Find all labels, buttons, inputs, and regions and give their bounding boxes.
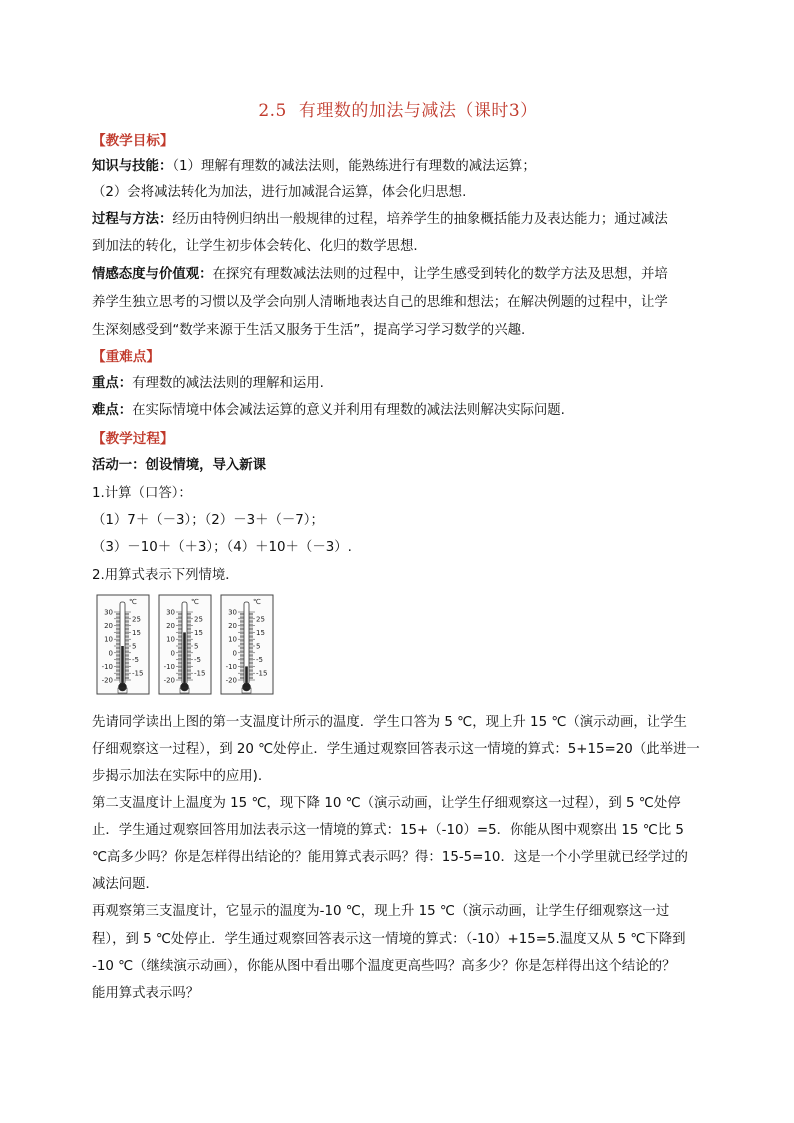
tick-label-right: 25 xyxy=(132,615,141,624)
tick-label-right: 15 xyxy=(132,628,141,637)
tick-label-right: 25 xyxy=(256,615,265,624)
paragraph-3-line-4: 能用算式表示吗？ xyxy=(92,986,200,1001)
question-1: 1.计算（口答）： xyxy=(92,486,192,501)
tick-label-left: 30 xyxy=(104,608,113,617)
key-point xyxy=(92,373,324,395)
thermometer-3 xyxy=(221,595,273,694)
page-title xyxy=(92,96,704,121)
section-key-heading: 【重难点】 xyxy=(92,349,160,365)
thermometer-bulb xyxy=(243,683,251,691)
paragraph-3-line-3: -10 ℃（继续演示动画），你能从图中看出哪个温度更高些吗？高多少？你是怎样得出这个结论的？ xyxy=(92,959,676,974)
paragraph-2-line-2: 止．学生通过观察回答用加法表示这一情境的算式：15+（-10）=5．你能从图中观察出 15 ℃比 5 xyxy=(92,823,684,838)
mercury-column xyxy=(183,632,186,687)
question-1-items-a: （1）7＋（－3）；（2）－3＋（－7）； xyxy=(92,513,324,528)
paragraph-2-line-3: ℃高多少吗？你是怎样得出结论的？能用算式表示吗？得：15-5=10．这是一个小学里就已经学过的 xyxy=(92,850,688,865)
goal-emotion xyxy=(92,264,668,286)
key-point-text: 有理数的减法法则的理解和运用. xyxy=(132,376,324,391)
unit-label: ℃ xyxy=(129,598,137,606)
tick-label-left: 10 xyxy=(228,635,237,644)
tick-label-right: 25 xyxy=(194,615,203,624)
tick-label-left: -20 xyxy=(225,676,237,685)
goal-knowledge-text: （1）理解有理数的减法法则，能熟练进行有理数的减法运算； xyxy=(172,159,536,174)
tick-label-right: -15 xyxy=(256,669,268,678)
goal-emotion-text-3: 生深刻感受到“数学来源于生活又服务于生活”，提高学习学习数学的兴趣. xyxy=(92,323,526,338)
question-2: 2.用算式表示下列情境． xyxy=(92,568,239,583)
tick-label-left: -20 xyxy=(101,676,113,685)
difficult-point-label: 难点： xyxy=(92,403,133,418)
paragraph-1-line-3: 步揭示加法在实际中的应用). xyxy=(92,769,263,784)
section-goals-heading: 【教学目标】 xyxy=(92,133,174,149)
goal-process-text-1: 经历由特例归纳出一般规律的过程，培养学生的抽象概括能力及表达能力；通过减法 xyxy=(172,212,668,227)
activity-1-heading: 活动一：创设情境，导入新课 xyxy=(92,458,267,473)
tick-label-left: 30 xyxy=(166,608,175,617)
tick-label-left: 10 xyxy=(166,635,175,644)
paragraph-1-line-2: 仔细观察这一过程），到 20 ℃处停止．学生通过观察回答表示这一情境的算式：5+15=20（此举进一 xyxy=(92,742,700,757)
paragraph-3-line-2: 程），到 5 ℃处停止．学生通过观察回答表示这一情境的算式：（-10）+15=5.温度又从 5 ℃下降到 xyxy=(92,932,686,947)
tick-label-right: -5 xyxy=(132,656,139,665)
mercury-column xyxy=(121,646,124,687)
thermometer-bulb xyxy=(181,683,189,691)
tick-label-right: 15 xyxy=(194,628,203,637)
title-number: 2.5 xyxy=(258,101,287,121)
tick-label-left: 20 xyxy=(228,622,237,631)
unit-label: ℃ xyxy=(191,598,199,606)
tick-label-left: 20 xyxy=(104,622,113,631)
tick-label-left: 0 xyxy=(108,649,113,658)
tick-label-left: -10 xyxy=(225,662,237,671)
difficult-point xyxy=(92,400,565,422)
goal-knowledge-label: 知识与技能： xyxy=(92,159,173,174)
tick-label-right: 5 xyxy=(256,642,261,651)
unit-label: ℃ xyxy=(253,598,261,606)
section-process-heading: 【教学过程】 xyxy=(92,431,174,447)
tick-label-right: 15 xyxy=(256,628,265,637)
tick-label-left: 30 xyxy=(228,608,237,617)
goal-emotion-text-1: 在探究有理数减法法则的过程中，让学生感受到转化的数学方法及思想，并培 xyxy=(212,267,668,282)
tick-label-right: -15 xyxy=(132,669,144,678)
paragraph-2-line-4: 减法问题． xyxy=(92,877,159,892)
tick-label-left: 0 xyxy=(232,649,237,658)
goal-knowledge xyxy=(92,156,536,178)
tick-label-left: -20 xyxy=(163,676,175,685)
title-text: 有理数的加法与减法（课时3） xyxy=(298,101,538,121)
tick-label-right: 5 xyxy=(132,642,137,651)
tick-label-left: 20 xyxy=(166,622,175,631)
question-1-items-b: （3）－10＋（＋3）；（4）＋10＋（－3）. xyxy=(92,540,352,555)
paragraph-3-line-1: 再观察第三支温度计，它显示的温度为-10 ℃，现上升 15 ℃（演示动画，让学生仔细观察这一过 xyxy=(92,904,670,919)
goal-emotion-text-2: 养学生独立思考的习惯以及学会向别人清晰地表达自己的思维和想法；在解决例题的过程中，让学 xyxy=(92,295,668,310)
goal-process-text-2: 到加法的转化，让学生初步体会转化、化归的数学思想. xyxy=(92,239,418,254)
difficult-point-text: 在实际情境中体会减法运算的意义并利用有理数的减法法则解决实际问题. xyxy=(132,403,565,418)
tick-label-left: -10 xyxy=(101,662,113,671)
key-point-label: 重点： xyxy=(92,376,133,391)
tick-label-left: 0 xyxy=(170,649,175,658)
thermometer-figure xyxy=(96,594,276,696)
thermometer-bulb xyxy=(119,683,127,691)
tick-label-left: 10 xyxy=(104,635,113,644)
thermometers-svg xyxy=(96,594,276,696)
tick-label-right: -5 xyxy=(194,656,201,665)
goal-process xyxy=(92,209,668,231)
thermometer-1 xyxy=(97,595,149,694)
goal-knowledge-2: （2）会将减法转化为加法，进行加减混合运算，体会化归思想. xyxy=(92,185,467,200)
goal-process-label: 过程与方法： xyxy=(92,212,173,227)
paragraph-2-line-1: 第二支温度计上温度为 15 ℃，现下降 10 ℃（演示动画，让学生仔细观察这一过程），到 5 ℃处停 xyxy=(92,796,681,811)
tick-label-left: -10 xyxy=(163,662,175,671)
tick-label-right: 5 xyxy=(194,642,199,651)
paragraph-1-line-1: 先请同学读出上图的第一支温度计所示的温度．学生口答为 5 ℃，现上升 15 ℃（演示动画，让学生 xyxy=(92,715,687,730)
tick-label-right: -15 xyxy=(194,669,206,678)
tick-label-right: -5 xyxy=(256,656,263,665)
goal-emotion-label: 情感态度与价值观： xyxy=(92,267,213,282)
thermometer-2 xyxy=(159,595,211,694)
